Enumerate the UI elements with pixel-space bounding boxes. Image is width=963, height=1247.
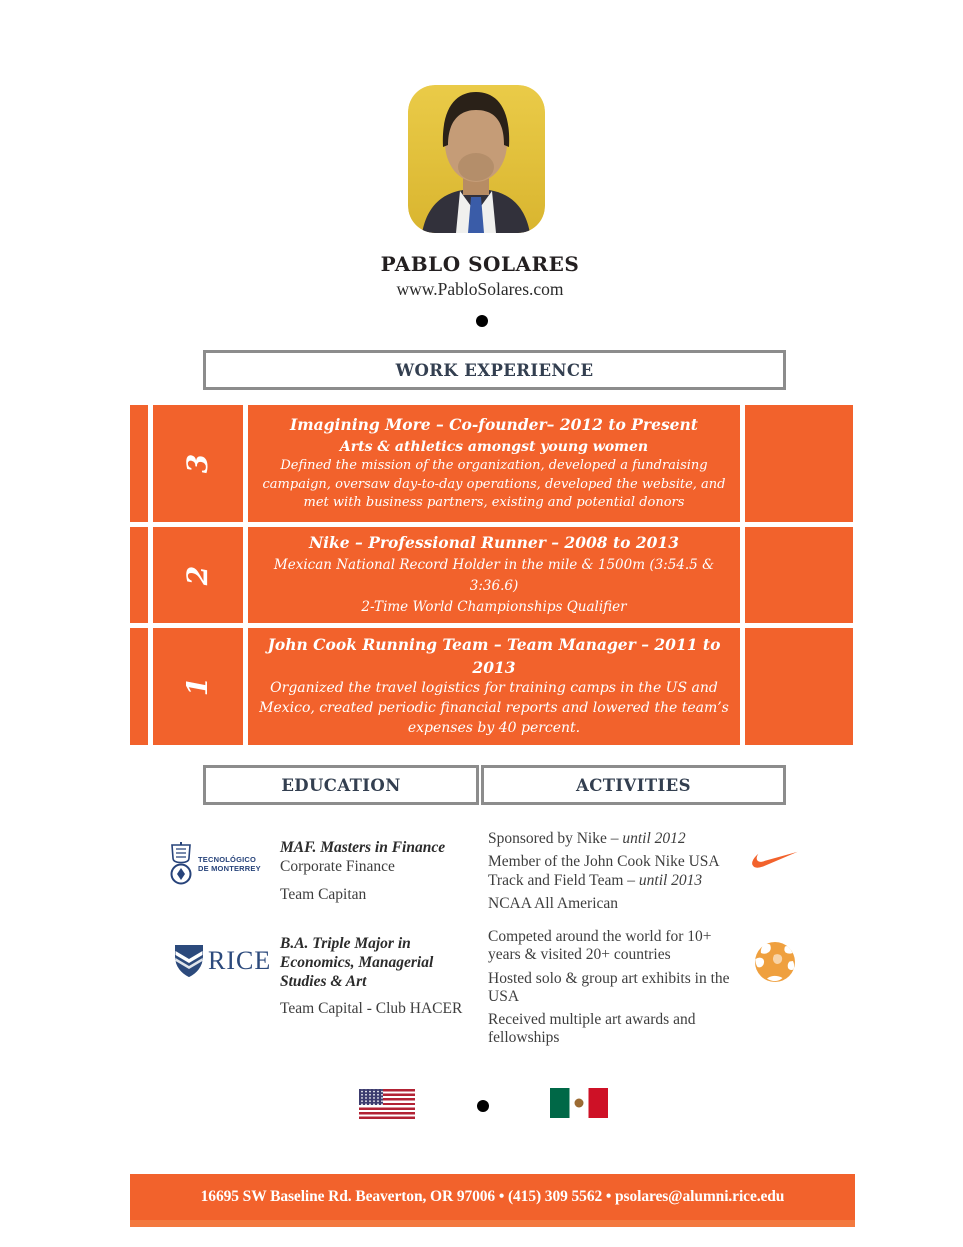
globe-icon	[754, 941, 796, 983]
website-link[interactable]: www.PabloSolares.com	[396, 279, 564, 299]
tec-logo-line1: TECNOLÓGICO	[198, 854, 257, 864]
nike-swoosh-icon	[752, 845, 798, 873]
work-entry-title: John Cook Running Team – Team Manager – 2011 to 2013	[267, 635, 721, 677]
activity-item: Hosted solo & group art exhibits in the USA	[488, 969, 730, 1005]
section-header-label: WORK EXPERIENCE	[395, 360, 594, 380]
work-entry-subtitle: Arts & athletics amongst young women	[339, 438, 649, 455]
work-entry-title: Nike – Professional Runner – 2008 to 2013	[309, 533, 679, 553]
activity-item	[488, 830, 743, 848]
page-title: PABLO SOLARES	[380, 252, 580, 276]
education-detail: Corporate Finance	[280, 857, 395, 875]
activity-date: until 2012	[622, 830, 686, 847]
rice-logo-wordmark: RICE	[208, 946, 272, 975]
education-degree: B.A. Triple Major in Economics, Managerial Studies & Art	[280, 935, 434, 990]
row-number-cell	[153, 628, 243, 745]
row-accent-block	[745, 527, 853, 623]
activity-date: until 2013	[638, 871, 703, 889]
bullet-dot	[476, 315, 488, 327]
activity-text: Member of the John Cook Nike USA Track and Field Team –	[488, 853, 719, 889]
activity-item: Competed around the world for 10+ years & visited 20+ countries	[488, 928, 712, 964]
row-accent-strip	[130, 405, 148, 522]
work-entry	[248, 405, 740, 522]
activity-text: NCAA All American	[488, 894, 619, 912]
education-item-maf	[280, 839, 465, 877]
education-extra: Team Capital - Club HACER	[280, 1000, 463, 1017]
education-item-ba	[280, 935, 465, 992]
profile-photo	[408, 85, 545, 233]
work-row-3	[130, 405, 853, 522]
work-entry-description: Organized the travel logistics for training camps in the US and Mexico, created periodic financial reports and lowered the team’s expenses by 40 percent.	[259, 680, 729, 736]
tec-de-monterrey-logo	[168, 842, 278, 886]
work-entry	[248, 628, 740, 745]
row-accent-strip	[130, 527, 148, 623]
rice-shield-icon	[174, 944, 204, 978]
work-entry-title: Imagining More – Co-founder– 2012 to Present	[290, 415, 698, 435]
section-header-label: ACTIVITIES	[576, 775, 691, 795]
contact-info: 16695 SW Baseline Rd. Beaverton, OR 97006 • (415) 309 5562 • psolares@alumni.rice.edu	[200, 1188, 785, 1205]
activities-group-world	[488, 928, 743, 1053]
footer-accent-strip	[130, 1220, 855, 1227]
us-flag-icon	[359, 1089, 415, 1119]
work-row-1	[130, 628, 853, 745]
work-row-2	[130, 527, 853, 623]
row-number-cell	[153, 405, 243, 522]
work-entry-description: Defined the mission of the organization, developed a fundraising campaign, oversaw day-to-day operations, developed the website, and met with business partners, existing and potential donors	[262, 458, 726, 511]
bullet-dot	[477, 1100, 489, 1112]
profile-photo-illustration	[408, 85, 545, 233]
section-header-work-experience	[203, 350, 786, 390]
tec-crest-icon	[168, 842, 194, 886]
row-accent-block	[745, 405, 853, 522]
activity-text: Sponsored by Nike –	[488, 830, 623, 847]
rice-university-logo	[174, 944, 274, 978]
row-number: 1	[181, 676, 215, 697]
activities-group-athletics	[488, 830, 743, 918]
work-entry	[248, 527, 740, 623]
row-accent-block	[745, 628, 853, 745]
mexico-flag-eagle	[575, 1099, 584, 1108]
row-number: 2	[181, 565, 215, 585]
section-header-education	[203, 765, 479, 805]
footer-bar	[130, 1174, 855, 1227]
activity-item: Received multiple art awards and fellowships	[488, 1011, 696, 1047]
row-accent-strip	[130, 628, 148, 745]
us-flag-canton	[359, 1089, 383, 1105]
activity-item	[488, 853, 743, 890]
education-extra: Team Capitan	[280, 886, 367, 903]
mexico-flag-icon	[550, 1088, 608, 1118]
row-number-cell	[153, 527, 243, 623]
tec-logo-line2: DE MONTERREY	[198, 864, 261, 873]
tec-logo-wordmark	[198, 855, 261, 874]
row-number: 3	[181, 453, 215, 474]
activity-item	[488, 895, 743, 913]
section-header-label: EDUCATION	[281, 775, 401, 795]
work-entry-line: Mexican National Record Holder in the mile & 1500m (3:54.5 & 3:36.6)	[273, 556, 715, 594]
education-degree: MAF. Masters in Finance	[280, 839, 446, 856]
section-header-activities	[481, 765, 786, 805]
work-entry-line: 2-Time World Championships Qualifier	[361, 598, 627, 615]
